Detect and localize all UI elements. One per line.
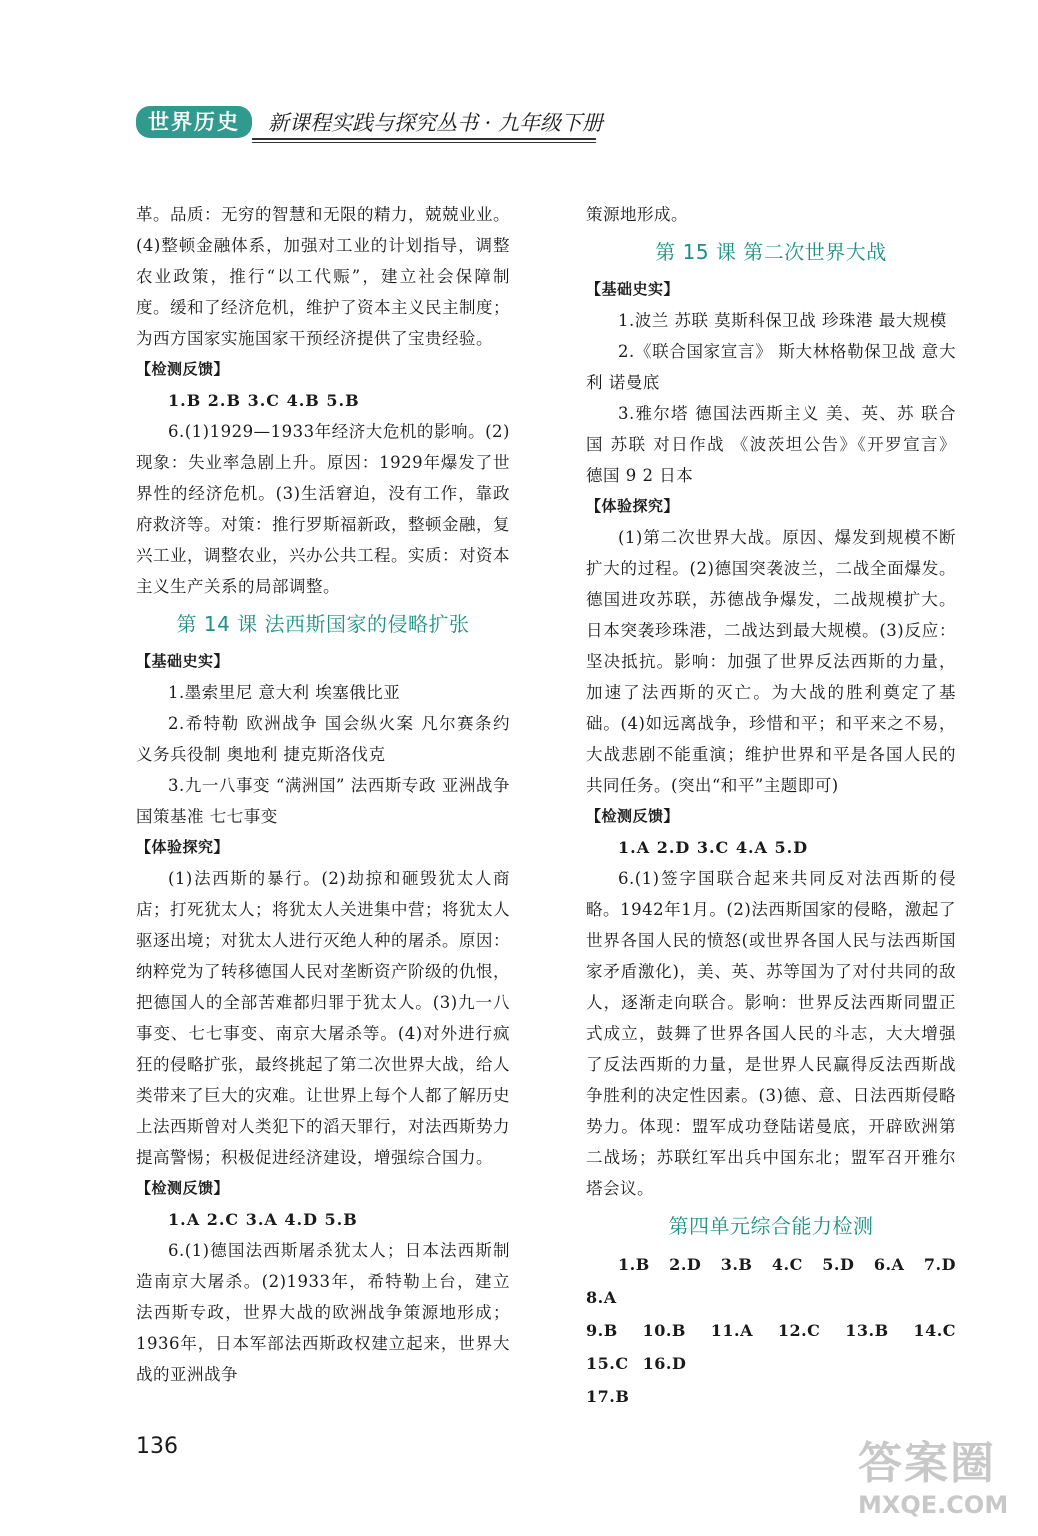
answer-key: 1.A 2.D 3.C 4.A 5.D (618, 838, 809, 857)
paragraph: 6.(1)德国法西斯屠杀犹太人；日本法西斯制造南京大屠杀。(2)1933年，希特勒上台，建立法西斯专政，世界大战的欧洲战争策源地形成；1936年，日本军部法西斯政权建立起来，世界大战的亚洲战争 (136, 1241, 510, 1384)
right-column (586, 199, 956, 1413)
lesson-15-title: 第 15 课 第二次世界大战 (655, 240, 887, 264)
lesson-14-title: 第 14 课 法西斯国家的侵略扩张 (176, 612, 470, 636)
basic-fact-1: 1.波兰 苏联 莫斯科保卫战 珍珠港 最大规模 (618, 311, 947, 330)
paragraph: 策源地形成。 (586, 205, 688, 224)
paragraph: (1)法西斯的暴行。(2)劫掠和砸毁犹太人商店；打死犹太人；将犹太人关进集中营；将犹太人驱逐出境；对犹太人进行灭绝人种的屠杀。原因：纳粹党为了转移德国人民对垄断资产阶级的仇恨，把德国人的全部苦难都归罪于犹太人。(3)九一八事变、七七事变、南京大屠杀等。(4)对外进行疯狂的侵略扩张，最终挑起了第二次世界大战，给人类带来了巨大的灾难。让世界上每个人都了解历史上法西斯曾对人类犯下的滔天罪行，对法西斯势力提高警惕；积极促进经济建设，增强综合国力。 (136, 869, 510, 1167)
header-rule (252, 138, 596, 140)
section-tag-basic: 【基础史实】 (136, 652, 230, 670)
basic-fact-3: 3.九一八事变 “满洲国” 法西斯专政 亚洲战争 国策基准 七七事变 (136, 776, 510, 826)
basic-fact-2: 2.《联合国家宣言》 斯大林格勒保卫战 意大利 诺曼底 (586, 342, 956, 392)
book-series-title: 新课程实践与探究丛书 · 九年级下册 (268, 111, 604, 135)
paragraph: 革。品质：无穷的智慧和无限的精力，兢兢业业。(4)整顿金融体系，加强对工业的计划指导，调整农业政策，推行“以工代赈”，建立社会保障制度。缓和了经济危机，维护了资本主义民主制度；为西方国家实施国家干预经济提供了宝贵经验。 (136, 205, 510, 348)
watermark-logo-text: 答案圈 (858, 1438, 996, 1489)
watermark (858, 1438, 1018, 1528)
paragraph: 6.(1)1929—1933年经济大危机的影响。(2)现象：失业率急剧上升。原因：1929年爆发了世界性的经济危机。(3)生活窘迫，没有工作，靠政府救济等。对策：推行罗斯福新政，整顿金融，复兴工业，调整农业，兴办公共工程。实质：对资本主义生产关系的局部调整。 (136, 422, 510, 596)
basic-fact-1: 1.墨索里尼 意大利 埃塞俄比亚 (168, 683, 401, 702)
section-tag-check: 【检测反馈】 (136, 1179, 230, 1197)
unit-4-test-title: 第四单元综合能力检测 (668, 1214, 874, 1238)
section-tag-explore: 【体验探究】 (586, 497, 680, 515)
paragraph: (1)第二次世界大战。原因、爆发到规模不断扩大的过程。(2)德国突袭波兰，二战全面爆发。德国进攻苏联，苏德战争爆发，二战规模扩大。日本突袭珍珠港，二战达到最大规模。(3)反应：坚决抵抗。影响：加强了世界反法西斯的力量，加速了法西斯的灭亡。为大战的胜利奠定了基础。(4)如远离战争，珍惜和平；和平来之不易，大战悲剧不能重演；维护世界和平是各国人民的共同任务。(突出“和平”主题即可) (586, 528, 956, 795)
section-tag-explore: 【体验探究】 (136, 838, 230, 856)
watermark-url: MXQE.COM (858, 1491, 1009, 1519)
section-tag-check: 【检测反馈】 (586, 807, 680, 825)
answer-key: 1.B 2.D 3.B 4.C 5.D 6.A 7.D 8.A (586, 1255, 956, 1307)
paragraph: 6.(1)签字国联合起来共同反对法西斯的侵略。1942年1月。(2)法西斯国家的侵略，激起了世界各国人民的愤怒(或世界各国人民与法西斯国家矛盾激化)，美、英、苏等国为了对付共同的敌人，逐渐走向联合。影响：世界反法西斯同盟正式成立，鼓舞了世界各国人民的斗志，大大增强了反法西斯的力量，是世界人民赢得反法西斯战争胜利的决定性因素。(3)德、意、日法西斯侵略势力。体现：盟军成功登陆诺曼底，开辟欧洲第二战场；苏联红军出兵中国东北；盟军召开雅尔塔会议。 (586, 869, 956, 1198)
answer-key: 9.B 10.B 11.A 12.C 13.B 14.C 15.C 16.D (586, 1321, 956, 1373)
page-header (136, 106, 604, 142)
left-column (136, 199, 510, 1390)
answer-key: 1.A 2.C 3.A 4.D 5.B (168, 1210, 358, 1229)
section-tag-basic: 【基础史实】 (586, 280, 680, 298)
section-tag-check: 【检测反馈】 (136, 360, 230, 378)
answer-key: 1.B 2.B 3.C 4.B 5.B (168, 391, 360, 410)
page-number: 136 (136, 1434, 178, 1459)
subject-badge: 世界历史 (136, 106, 252, 138)
answer-key: 17.B (586, 1387, 630, 1406)
basic-fact-2: 2.希特勒 欧洲战争 国会纵火案 凡尔赛条约 义务兵役制 奥地利 捷克斯洛伐克 (136, 714, 510, 764)
basic-fact-3: 3.雅尔塔 德国法西斯主义 美、英、苏 联合国 苏联 对日作战 《波茨坦公告》《开罗宣言》 德国 9 2 日本 (586, 404, 956, 485)
header-rule-thin (252, 142, 596, 143)
